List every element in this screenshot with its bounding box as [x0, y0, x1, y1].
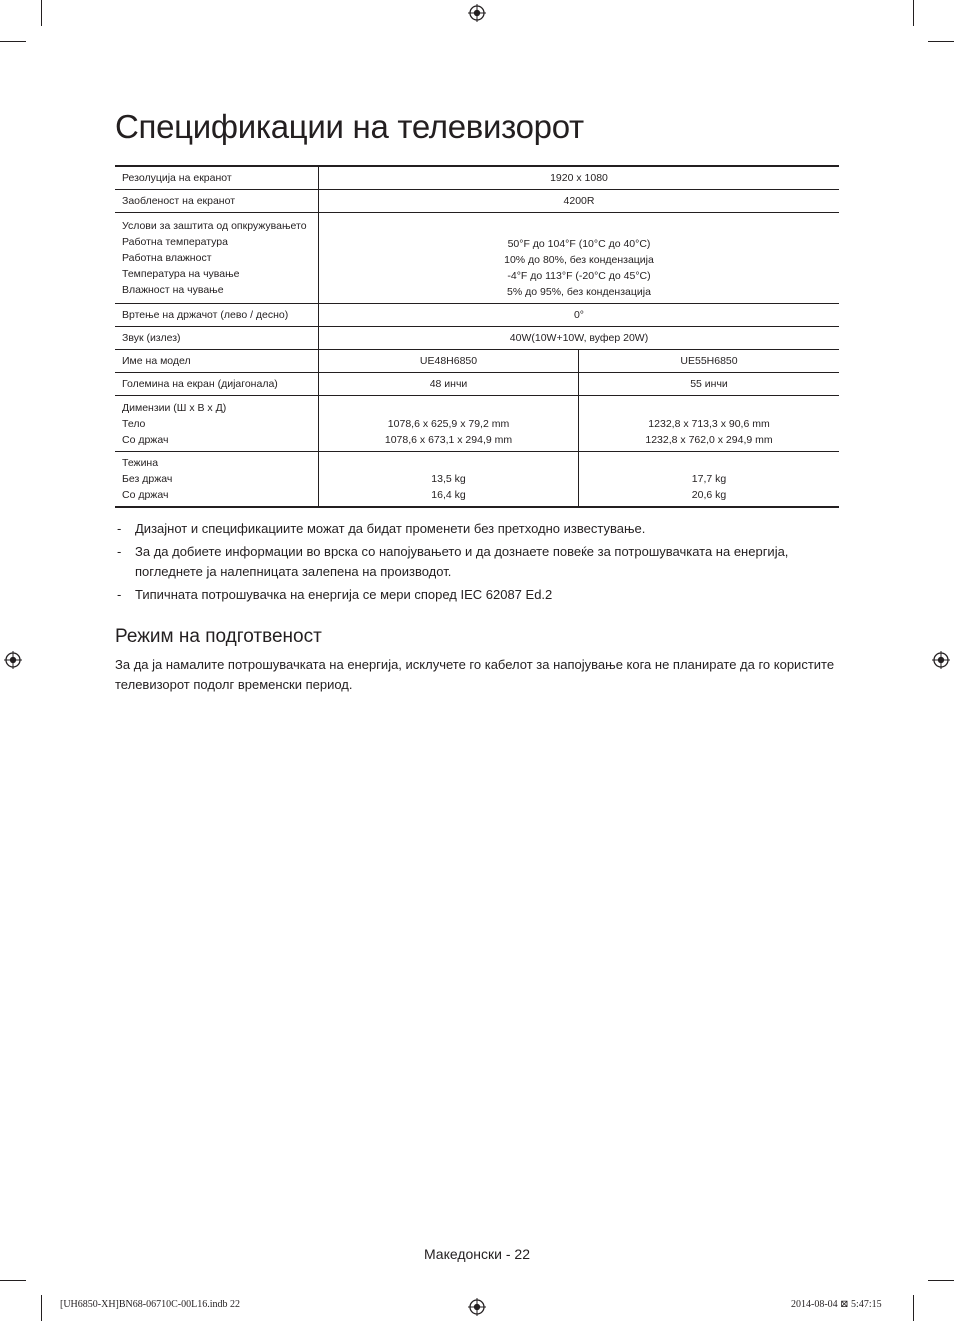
environment-value-line: 10% до 80%, без кондензација	[504, 254, 654, 266]
table-row	[115, 327, 839, 350]
crop-mark-bottom-left-h	[0, 1280, 26, 1281]
environment-label-line: Влажност на чување	[122, 284, 224, 296]
bullet: -	[117, 544, 122, 559]
weight-value-line: 20,6 kg	[691, 489, 727, 501]
standby-text: За да ја намалите потрошувачката на енергија, исклучете го кабелот за напојување кога не планирате да го користите телевизорот подолг временски период.	[115, 657, 835, 692]
weight-value-line: 16,4 kg	[431, 489, 466, 501]
spec-table	[115, 165, 839, 508]
model-label: Име на модел	[115, 350, 319, 373]
page-number: Македонски - 22	[423, 1246, 530, 1262]
footer-file: [UH6850-XH]BN68-06710C-00L16.indb 22	[60, 1299, 240, 1310]
weight-labels	[115, 452, 319, 508]
environment-values	[319, 213, 840, 304]
note-text: Типичната потрошувачка на енергија се мери според IEC 62087 Ed.2	[135, 587, 553, 602]
table-row	[115, 213, 839, 304]
environment-value-line: 5% до 95%, без кондензација	[507, 286, 651, 298]
registration-mark-icon	[468, 1298, 486, 1316]
table-row	[115, 373, 839, 396]
sound-value: 40W(10W+10W, вуфер 20W)	[319, 327, 840, 350]
environment-label-line: Работна влажност	[122, 252, 212, 264]
note-text: За да добиете информации во врска со напојувањето и да дознаете повеќе за потрошувачката на енергија, погледнете ја налепницата залепена на производот.	[135, 544, 789, 579]
list-item	[115, 542, 839, 582]
curvature-label: Заобленост на екранот	[115, 190, 319, 213]
environment-labels	[115, 213, 319, 304]
dimensions-label-line: Тело	[122, 417, 146, 430]
dimensions-label-line: Со држач	[122, 433, 169, 446]
weight-1-value	[319, 452, 579, 508]
bullet: -	[117, 521, 122, 536]
page-title: Спецификации на телевизорот	[115, 108, 584, 145]
size-1-value: 48 инчи	[319, 373, 579, 396]
notes-list	[115, 519, 839, 608]
list-item	[115, 519, 839, 539]
crop-mark-bottom-right-h	[928, 1280, 954, 1281]
weight-label-line: Со држач	[122, 489, 169, 501]
crop-mark-top-left-h	[0, 41, 26, 42]
standby-heading: Режим на подготвеност	[115, 626, 322, 647]
weight-2-value	[579, 452, 840, 508]
table-row	[115, 304, 839, 327]
sound-label: Звук (излез)	[115, 327, 319, 350]
registration-mark-icon	[468, 4, 486, 22]
weight-value-line: 13,5 kg	[431, 473, 466, 485]
footer-timestamp: 2014-08-04 ⊠ 5:47:15	[791, 1299, 882, 1310]
environment-label-line: Температура на чување	[122, 268, 240, 280]
list-item	[115, 585, 839, 605]
dimensions-labels	[115, 396, 319, 452]
table-row	[115, 190, 839, 213]
registration-mark-icon	[4, 651, 22, 669]
environment-value-line: 50°F до 104°F (10°C до 40°C)	[507, 238, 651, 250]
dimensions-value-line: 1078,6 x 673,1 x 294,9 mm	[384, 434, 513, 446]
table-row	[115, 396, 839, 452]
weight-value-line: 17,7 kg	[691, 473, 727, 485]
swivel-label: Вртење на држачот (лево / десно)	[115, 304, 319, 327]
bullet: -	[117, 587, 122, 602]
model-1-value: UE48H6850	[319, 350, 579, 373]
crop-mark-top-right-v	[913, 0, 914, 26]
dimensions-value-line: 1232,8 x 762,0 x 294,9 mm	[645, 434, 773, 446]
crop-mark-bottom-left-v	[41, 1295, 42, 1321]
weight-label-line: Без држач	[122, 473, 173, 485]
dimensions-value-line: 1078,6 x 625,9 x 79,2 mm	[387, 418, 510, 430]
table-row	[115, 452, 839, 508]
table-row	[115, 166, 839, 190]
dimensions-1-value	[319, 396, 579, 452]
weight-label-line: Тежина	[122, 457, 159, 469]
model-2-value: UE55H6850	[579, 350, 840, 373]
resolution-label: Резолуција на екранот	[115, 166, 319, 190]
environment-label-line: Услови за заштита од опкружувањето	[122, 220, 307, 232]
curvature-value: 4200R	[319, 190, 840, 213]
crop-mark-bottom-right-v	[913, 1295, 914, 1321]
dimensions-2-value	[579, 396, 840, 452]
swivel-value: 0°	[319, 304, 840, 327]
size-label: Големина на екран (дијагонала)	[115, 373, 319, 396]
crop-mark-top-right-h	[928, 41, 954, 42]
size-2-value: 55 инчи	[579, 373, 840, 396]
table-row	[115, 350, 839, 373]
note-text: Дизајнот и спецификациите можат да бидат променети без претходно известување.	[135, 521, 646, 536]
environment-value-line: -4°F до 113°F (-20°C до 45°C)	[507, 270, 651, 282]
crop-mark-top-left-v	[41, 0, 42, 26]
dimensions-label-line: Димензии (Ш x В x Д)	[122, 401, 227, 414]
environment-label-line: Работна температура	[122, 236, 228, 248]
dimensions-value-line: 1232,8 x 713,3 x 90,6 mm	[648, 418, 770, 430]
registration-mark-icon	[932, 651, 950, 669]
resolution-value: 1920 x 1080	[550, 172, 608, 184]
